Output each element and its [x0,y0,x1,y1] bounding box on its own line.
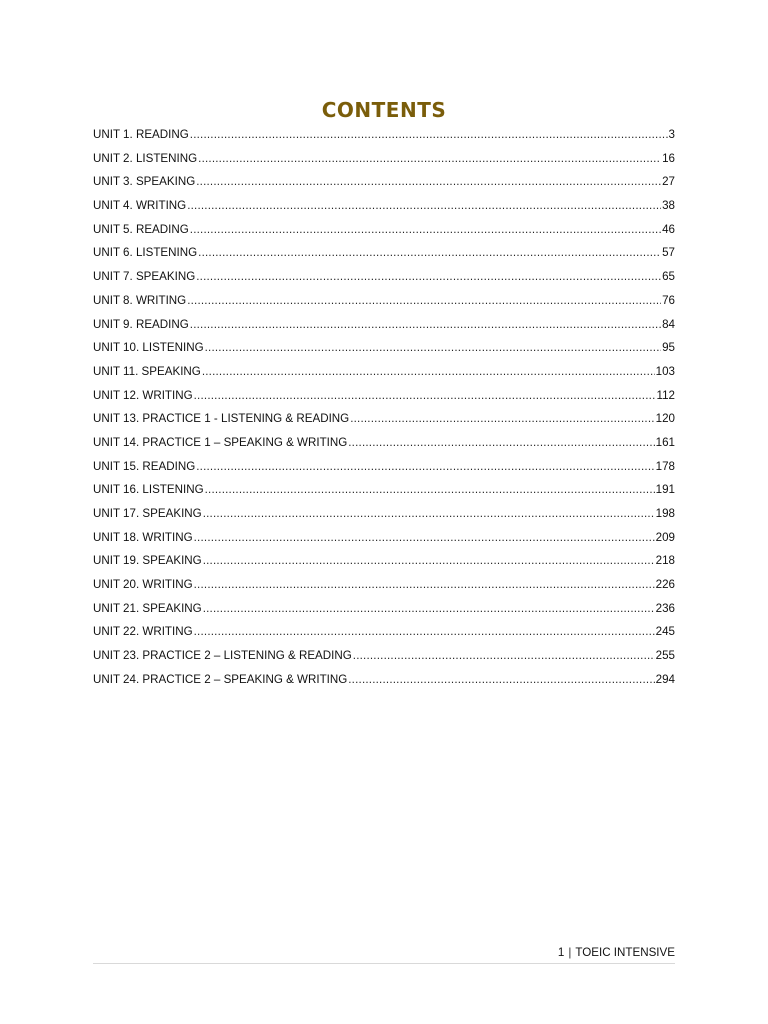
page-footer [93,946,675,959]
toc-entry-label: UNIT 9. READING [93,317,189,331]
toc-entry[interactable] [93,457,675,481]
toc-entry-label: UNIT 8. WRITING [93,293,187,307]
toc-entry-page: 46 [662,222,675,236]
toc-entry-page: 178 [655,459,675,473]
toc-dot-leader [196,172,661,192]
toc-dot-leader [353,646,655,666]
toc-entry-page: 161 [655,435,675,449]
footer-divider [93,963,675,964]
table-of-contents [93,125,675,694]
toc-dot-leader [348,670,654,690]
toc-entry-page: 3 [668,128,675,141]
toc-entry[interactable] [93,575,675,599]
toc-entry-label: UNIT 6. LISTENING [93,246,198,260]
toc-entry[interactable] [93,646,675,670]
toc-dot-leader [205,480,655,500]
toc-entry[interactable] [93,315,675,339]
toc-dot-leader [198,149,661,169]
toc-entry[interactable] [93,267,675,291]
toc-entry[interactable] [93,551,675,575]
toc-entry-page: 57 [662,246,675,260]
toc-dot-leader [196,267,661,287]
toc-entry-label: UNIT 4. WRITING [93,199,187,213]
toc-entry[interactable] [93,409,675,433]
toc-entry[interactable] [93,220,675,244]
toc-entry-label: UNIT 3. SPEAKING [93,175,196,189]
toc-entry[interactable] [93,243,675,267]
toc-dot-leader [194,622,655,642]
toc-entry[interactable] [93,386,675,410]
footer-title: TOEIC INTENSIVE [575,946,675,959]
toc-entry-page: 209 [655,530,675,544]
toc-entry-page: 65 [662,270,675,284]
toc-entry[interactable] [93,528,675,552]
toc-entry-page: 38 [662,199,675,213]
toc-entry[interactable] [93,480,675,504]
toc-entry[interactable] [93,125,675,149]
toc-dot-leader [203,504,655,524]
toc-dot-leader [198,243,661,263]
toc-entry-label: UNIT 19. SPEAKING [93,554,202,568]
toc-entry-label: UNIT 2. LISTENING [93,151,198,165]
toc-dot-leader [205,338,661,358]
toc-entry-page: 84 [662,317,675,331]
footer-separator: | [568,946,572,959]
toc-entry-page: 112 [656,388,675,402]
toc-entry-page: 245 [655,625,675,639]
toc-entry-label: UNIT 12. WRITING [93,388,193,402]
toc-dot-leader [190,220,661,240]
toc-entry-page: 95 [662,341,675,355]
toc-entry[interactable] [93,504,675,528]
toc-entry-label: UNIT 15. READING [93,459,196,473]
toc-dot-leader [190,125,668,145]
toc-entry-label: UNIT 24. PRACTICE 2 – SPEAKING & WRITING [93,672,348,686]
toc-entry-label: UNIT 5. READING [93,222,189,236]
toc-dot-leader [203,599,655,619]
toc-dot-leader [194,575,655,595]
toc-entry-page: 226 [655,578,675,592]
toc-entry[interactable] [93,599,675,623]
toc-entry-label: UNIT 21. SPEAKING [93,601,202,615]
toc-entry-label: UNIT 13. PRACTICE 1 - LISTENING & READING [93,412,350,426]
toc-entry[interactable] [93,172,675,196]
toc-entry-label: UNIT 17. SPEAKING [93,507,202,520]
toc-dot-leader [348,433,654,453]
toc-entry-page: 76 [662,293,675,307]
toc-entry[interactable] [93,196,675,220]
toc-entry-label: UNIT 1. READING [93,128,189,141]
toc-entry-label: UNIT 22. WRITING [93,625,193,639]
toc-dot-leader [187,196,661,216]
toc-dot-leader [194,528,655,548]
toc-entry-page: 16 [662,151,675,165]
toc-entry-page: 103 [655,364,675,378]
toc-dot-leader [196,457,654,477]
toc-entry-label: UNIT 20. WRITING [93,578,193,592]
toc-dot-leader [202,362,655,382]
toc-dot-leader [187,291,661,311]
page-title: CONTENTS [321,98,447,122]
toc-entry-label: UNIT 14. PRACTICE 1 – SPEAKING & WRITING [93,435,348,449]
toc-entry-label: UNIT 18. WRITING [93,530,193,544]
footer-page-number: 1 [557,946,565,959]
toc-entry[interactable] [93,291,675,315]
toc-entry[interactable] [93,338,675,362]
toc-entry-page: 236 [655,601,675,615]
toc-entry-page: 294 [655,672,675,686]
toc-entry-page: 255 [655,649,675,663]
toc-entry-page: 218 [655,554,675,568]
toc-entry-label: UNIT 23. PRACTICE 2 – LISTENING & READING [93,649,352,663]
toc-entry-page: 191 [655,483,675,497]
toc-dot-leader [350,409,654,429]
toc-entry-label: UNIT 7. SPEAKING [93,270,196,284]
toc-entry-label: UNIT 16. LISTENING [93,483,204,497]
toc-entry-label: UNIT 11. SPEAKING [93,364,201,378]
toc-entry-page: 198 [655,507,675,520]
toc-entry[interactable] [93,149,675,173]
toc-entry[interactable] [93,362,675,386]
toc-entry-label: UNIT 10. LISTENING [93,341,204,355]
toc-dot-leader [190,315,661,335]
toc-entry[interactable] [93,433,675,457]
toc-entry-page: 27 [662,175,675,189]
toc-dot-leader [203,551,655,571]
toc-entry-page: 120 [655,412,675,426]
toc-entry[interactable] [93,622,675,646]
toc-entry[interactable] [93,670,675,694]
toc-dot-leader [194,386,656,406]
